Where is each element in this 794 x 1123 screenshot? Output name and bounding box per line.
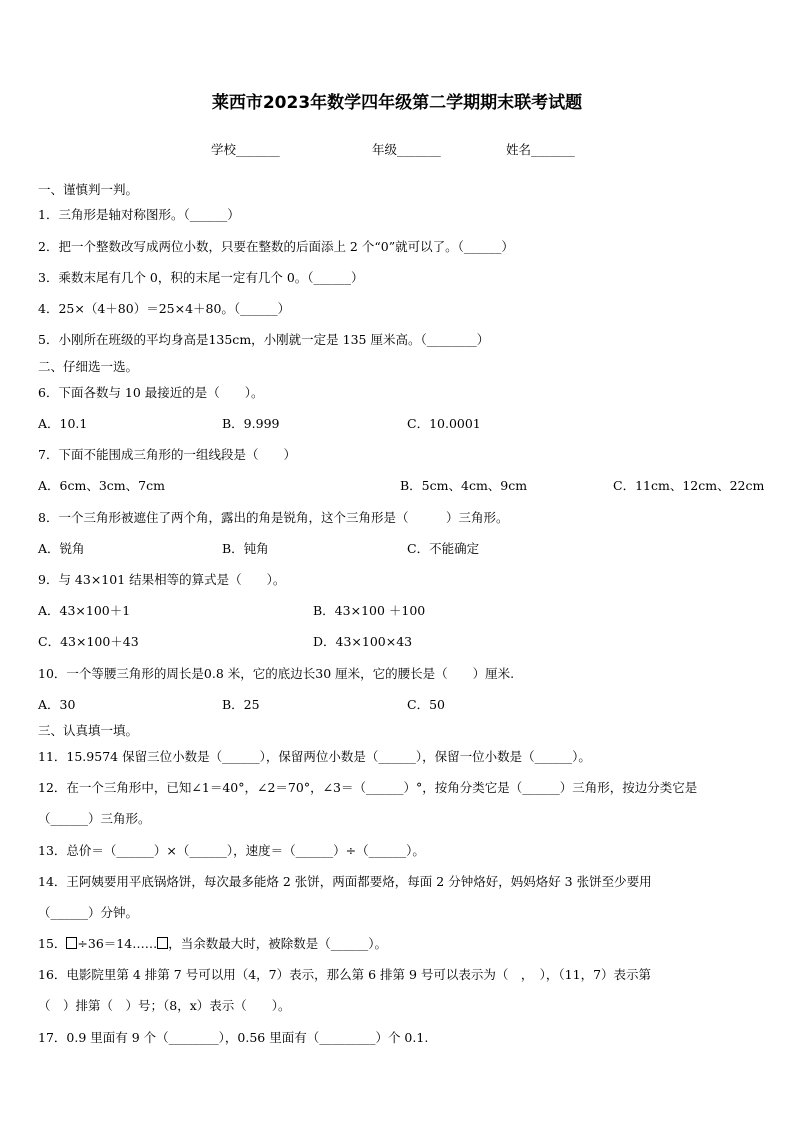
- page-title: 莱西市2023年数学四年级第二学期期末联考试题: [211, 93, 583, 113]
- school-field: 学校_______: [211, 142, 280, 157]
- question-9: 9．与 43×101 结果相等的算式是（ ）。: [38, 572, 286, 587]
- q10-option-c: C．50: [407, 697, 445, 712]
- q7-option-c: C．11cm、12cm、22cm: [613, 478, 765, 493]
- q9-option-b: B．43×100 ＋100: [313, 603, 426, 618]
- q9-option-c: C．43×100＋43: [38, 634, 139, 649]
- q8-option-b: B．钝角: [222, 541, 269, 556]
- question-14-line-1: 14．王阿姨要用平底锅烙饼，每次最多能烙 2 张饼，两面都要烙，每面 2 分钟烙好，妈妈烙好 3 张饼至少要用: [38, 874, 652, 889]
- question-15-rest: ，当余数最大时，被除数是（______）。: [168, 936, 387, 951]
- q8-option-c: C．不能确定: [407, 541, 480, 556]
- q6-option-c: C．10.0001: [407, 416, 481, 431]
- q7-option-a: A．6cm、3cm、7cm: [38, 478, 165, 493]
- q7-option-b: B．5cm、4cm、9cm: [400, 478, 528, 493]
- question-10: 10．一个等腰三角形的周长是0.8 米，它的底边长30 厘米，它的腰长是（ ）厘米.: [38, 666, 515, 681]
- question-16-line-1: 16．电影院里第 4 排第 7 号可以用（4，7）表示，那么第 6 排第 9 号可以表示为（ ， ），（11，7）表示第: [38, 967, 652, 982]
- section-heading-3: 三、认真填一填。: [38, 723, 139, 738]
- question-15-number: 15．: [38, 936, 67, 951]
- question-6: 6．下面各数与 10 最接近的是（ ）。: [38, 385, 264, 400]
- question-13: 13．总价＝（______）×（______），速度＝（______）÷（______）。: [38, 843, 425, 858]
- question-16-line-2: （ ）排第（ ）号；（8，x）表示（ ）。: [38, 998, 291, 1013]
- question-17: 17．0.9 里面有 9 个（________），0.56 里面有（_________）个 0.1.: [38, 1030, 429, 1045]
- question-3: 3．乘数末尾有几个 0，积的末尾一定有几个 0。（______）: [38, 270, 364, 285]
- question-2: 2．把一个整数改写成两位小数，只要在整数的后面添上 2 个“0”就可以了。（______）: [38, 239, 514, 254]
- question-5: 5．小刚所在班级的平均身高是135cm，小刚就一定是 135 厘米高。（________）: [38, 332, 490, 347]
- q6-option-a: A．10.1: [38, 416, 88, 431]
- blank-box: [66, 937, 77, 949]
- question-7: 7．下面不能围成三角形的一组线段是（ ）: [38, 447, 296, 462]
- blank-box: [157, 937, 168, 949]
- question-14-line-2: （______）分钟。: [38, 905, 139, 920]
- question-1: 1．三角形是轴对称图形。（______）: [38, 207, 240, 222]
- question-4: 4．25×（4＋80）＝25×4＋80。（______）: [38, 301, 291, 316]
- question-15: [38, 936, 387, 952]
- section-heading-1: 一、谨慎判一判。: [38, 182, 139, 197]
- q6-option-b: B．9.999: [222, 416, 280, 431]
- question-8: 8．一个三角形被遮住了两个角，露出的角是锐角，这个三角形是（ ）三角形。: [38, 510, 509, 525]
- q8-option-a: A．锐角: [38, 541, 85, 556]
- section-heading-2: 二、仔细选一选。: [38, 359, 139, 374]
- q9-option-a: A．43×100＋1: [38, 603, 131, 618]
- q10-option-b: B．25: [222, 697, 260, 712]
- q10-option-a: A．30: [38, 697, 76, 712]
- question-11: 11．15.9574 保留三位小数是（______），保留两位小数是（______），保留一位小数是（______）。: [38, 749, 591, 764]
- q9-option-d: D．43×100×43: [313, 634, 413, 649]
- question-15-expression: ÷36＝14……: [77, 936, 158, 951]
- name-field: 姓名_______: [506, 142, 575, 157]
- grade-field: 年级_______: [372, 142, 441, 157]
- question-12-line-1: 12．在一个三角形中，已知∠1＝40°，∠2＝70°，∠3＝（______）°，按角分类它是（______）三角形，按边分类它是: [38, 780, 698, 795]
- question-12-line-2: （______）三角形。: [38, 811, 151, 826]
